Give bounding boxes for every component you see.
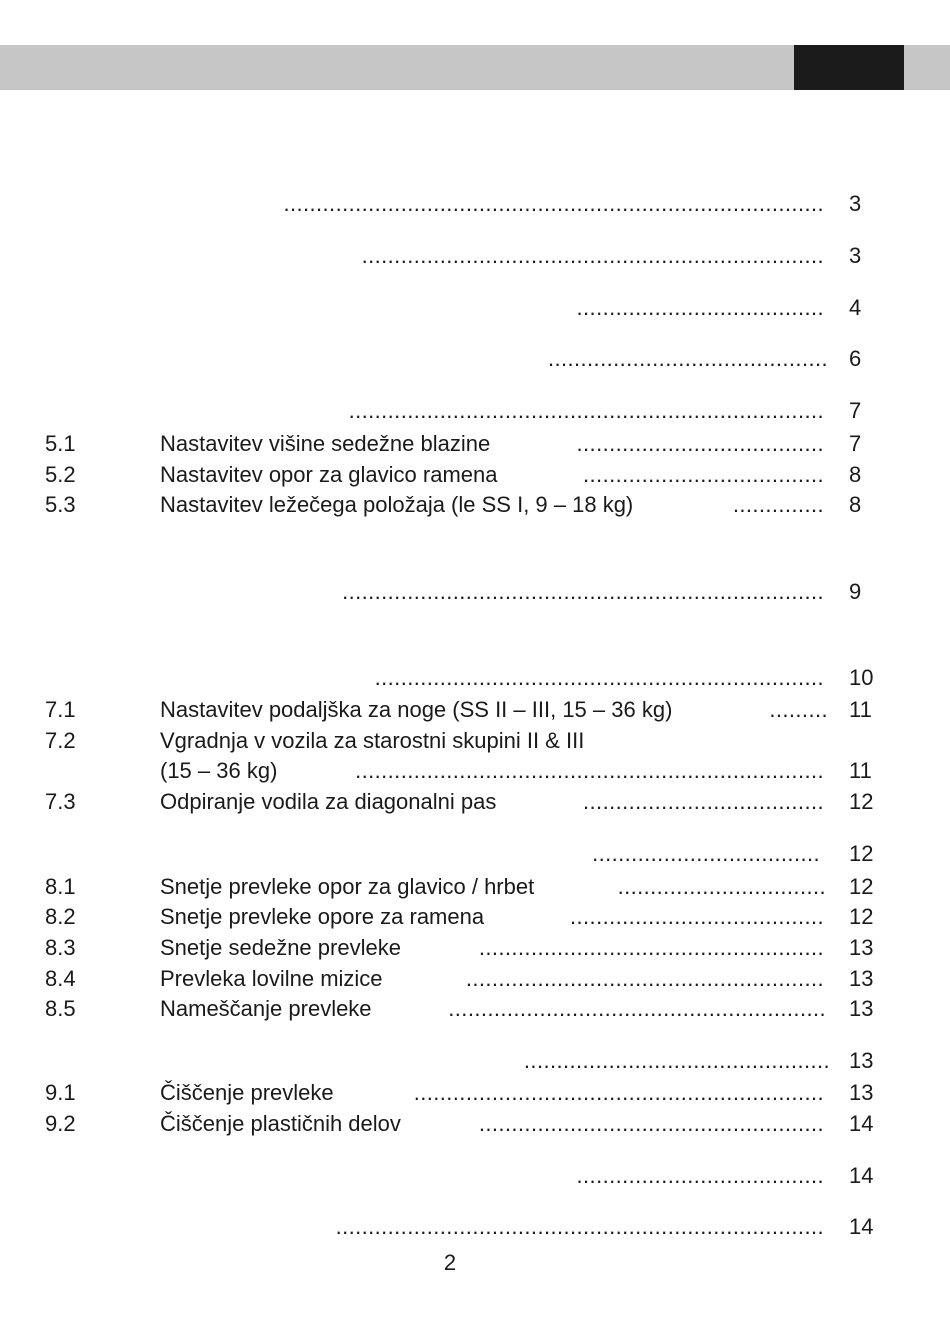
toc-entry-leader: .....................................................: [478, 935, 824, 960]
toc-entry: [0, 964, 950, 994]
toc-entry-leader: .....................................................................: [374, 665, 824, 690]
toc-entry-number: 8.5: [45, 996, 76, 1021]
toc-entry-leader: ...............................................................: [413, 1080, 824, 1105]
toc-entry-leader: .......................................................: [465, 966, 824, 991]
toc-entry: [0, 1046, 950, 1076]
toc-entry: [0, 344, 950, 374]
toc-entry-title: Čiščenje prevleke: [160, 1080, 334, 1105]
toc-entry-leader: ..........................................................: [448, 996, 826, 1021]
toc-entry-title: Nastavitev ležečega položaja (le SS I, 9 – 18 kg): [160, 492, 634, 517]
toc-entry-leader: ..........................................................................: [342, 579, 824, 604]
toc-entry-leader: ......................................: [576, 1163, 824, 1188]
page-number: 2: [443, 1250, 457, 1275]
toc-entry-leader: ...........................................: [547, 346, 828, 371]
toc-entry-leader: ......................................: [576, 431, 824, 456]
toc-entry-title: Prevleka lovilne mizice: [160, 966, 383, 991]
toc-entry-page: 4: [849, 295, 862, 320]
toc-entry-page: 13: [849, 1080, 874, 1105]
toc-entry-page: 12: [849, 789, 874, 814]
toc-entry-title: Nastavitev višine sedežne blazine: [160, 431, 491, 456]
toc-entry-leader: .......................................: [570, 904, 824, 929]
toc-entry-leader: ...................................................................................: [283, 191, 824, 216]
toc-entry-number: 9.1: [45, 1080, 76, 1105]
toc-entry-page: 14: [849, 1111, 874, 1136]
toc-entry: [0, 902, 950, 932]
toc-entry: [0, 396, 950, 426]
toc-entry-page: 12: [849, 904, 874, 929]
toc-entry-page: 13: [849, 1048, 874, 1073]
toc-entry: [0, 1212, 950, 1242]
toc-entry-page: 6: [849, 346, 862, 371]
toc-entry-page: 3: [849, 191, 862, 216]
toc-entry: [0, 872, 950, 902]
toc-entry-page: 12: [849, 841, 874, 866]
toc-entry-page: 13: [849, 996, 874, 1021]
toc-entry-title: Nameščanje prevleke: [160, 996, 372, 1021]
toc-entry: [0, 994, 950, 1024]
toc-entry-page: 7: [849, 398, 862, 423]
toc-entry-leader: ................................: [617, 874, 826, 899]
toc-entry-leader: ...................................: [592, 841, 820, 866]
toc-entry-title: Vgradnja v vozila za starostni skupini II & III: [160, 728, 585, 753]
toc-entry-number: 8.1: [45, 874, 76, 899]
toc-entry-title: Snetje sedežne prevleke: [160, 935, 401, 960]
toc-entry-title: Nastavitev podaljška za noge (SS II – III, 15 – 36 kg): [160, 697, 673, 722]
toc-entry-number: 8.3: [45, 935, 76, 960]
toc-entry-number: 5.1: [45, 431, 76, 456]
toc-entry-title: Odpiranje vodila za diagonalni pas: [160, 789, 497, 814]
toc-entry-number: 8.2: [45, 904, 76, 929]
toc-entry-page: 8: [849, 492, 862, 517]
toc-entry-leader: .........: [769, 697, 828, 722]
toc-entry-page: 12: [849, 874, 874, 899]
toc-entry-number: 7.1: [45, 697, 76, 722]
toc-entry-page: 8: [849, 462, 862, 487]
toc-entry: [0, 663, 950, 693]
toc-entry-number: 7.3: [45, 789, 76, 814]
toc-entry-leader: ..............: [732, 492, 824, 517]
toc-entry-leader: ........................................................................: [355, 758, 824, 783]
toc-entry: [0, 1078, 950, 1108]
toc-entry: [0, 189, 950, 219]
toc-entry-page: 10: [849, 665, 874, 690]
toc-entry-page: 11: [849, 697, 872, 722]
toc-entry: [0, 490, 950, 520]
toc-entry: [0, 726, 950, 756]
toc-entry-page: 14: [849, 1163, 874, 1188]
toc-entry-number: 5.2: [45, 462, 76, 487]
toc-entry-leader: .........................................................................: [348, 398, 824, 423]
toc-entry-number: 5.3: [45, 492, 76, 517]
toc-entry: [0, 756, 950, 786]
toc-entry-page: 13: [849, 935, 874, 960]
toc-entry-page: 3: [849, 243, 862, 268]
toc-entry: [0, 429, 950, 459]
toc-entry-title: Čiščenje plastičnih delov: [160, 1111, 401, 1136]
toc-entry-title: (15 – 36 kg): [160, 758, 278, 783]
toc-entry-title: Snetje prevleke opor za glavico / hrbet: [160, 874, 535, 899]
toc-entry-page: 9: [849, 579, 862, 604]
toc-entry: [0, 839, 950, 869]
toc-entry: [0, 460, 950, 490]
toc-entry-leader: ......................................: [576, 295, 824, 320]
toc-entry-leader: ...............................................: [523, 1048, 830, 1073]
toc-entry: [0, 695, 950, 725]
toc-entry-page: 14: [849, 1214, 874, 1239]
toc-entry-title: Snetje prevleke opore za ramena: [160, 904, 485, 929]
toc-entry-number: 9.2: [45, 1111, 76, 1136]
header-color-block: [794, 45, 904, 90]
toc-entry-leader: .....................................: [583, 462, 824, 487]
toc-entry: [0, 787, 950, 817]
toc-entry: [0, 1109, 950, 1139]
toc-entry-leader: ...........................................................................: [335, 1214, 824, 1239]
toc-entry-number: 8.4: [45, 966, 76, 991]
toc-entry-page: 13: [849, 966, 874, 991]
toc-entry: [0, 933, 950, 963]
toc-entry-leader: .....................................: [583, 789, 824, 814]
toc-entry-leader: .......................................................................: [361, 243, 824, 268]
toc-entry: [0, 577, 950, 607]
toc-entry-leader: .....................................................: [478, 1111, 824, 1136]
toc-entry-title: Nastavitev opor za glavico ramena: [160, 462, 498, 487]
toc-entry: [0, 1161, 950, 1191]
toc-entry: [0, 293, 950, 323]
toc-entry-number: 7.2: [45, 728, 76, 753]
toc-entry-page: 7: [849, 431, 862, 456]
toc-entry: [0, 241, 950, 271]
toc-entry-page: 11: [849, 758, 872, 783]
